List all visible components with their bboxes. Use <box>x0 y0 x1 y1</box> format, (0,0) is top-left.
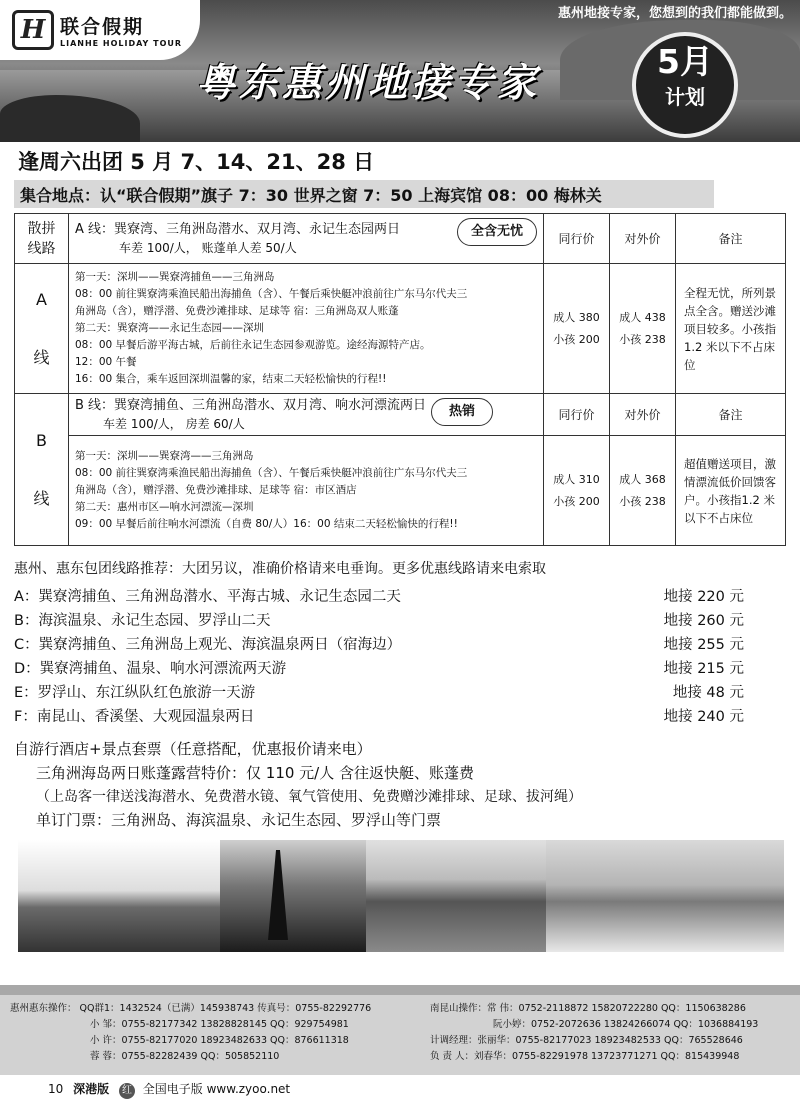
badge-plan: 计划 <box>665 85 705 109</box>
route-b-public-price: 成人 368 小孩 238 <box>610 436 676 546</box>
route-b-itinerary: 第一天：深圳——巽寮湾——三角洲岛 08：00 前往巽寮湾乘渔民船出海捕鱼（含）、午餐后乘快艇冲浪前往广东马尔代夫三 角洲岛（含），赠浮潜、免费沙滩排球、足球等 宿：市区酒店 第二天：惠州市区—响水河漂流—深圳 09：00 早餐后前往响水河漂流（自费 80/人）16：00 结束二天轻松愉快的行程!! <box>69 436 544 546</box>
badge-month: 5月 <box>657 42 713 81</box>
route-a-note: 全程无忧，所列景点全含。赠送沙滩项目较多。小孩指 1.2 米以下不占床位 <box>676 264 786 394</box>
route-b-heading <box>69 394 544 436</box>
contact-line: 负 责 人：刘春华：0755-82291978 13723771271 QQ：815439948 <box>430 1051 740 1062</box>
departure-dates: 逢周六出团 5 月 7、14、21、28 日 <box>18 150 375 174</box>
route-item: A：巽寮湾捕鱼、三角洲岛潜水、平海古城、永记生态园二天 地接 220 元 <box>14 589 744 605</box>
col-peer-price: 同行价 <box>544 214 610 264</box>
route-a-surcharge: 车差 100/人， 账蓬单人差 50/人 <box>119 240 297 255</box>
col-public-price: 对外价 <box>610 214 676 264</box>
route-item: B：海滨温泉、永记生态园、罗浮山二天 地接 260 元 <box>14 613 744 629</box>
website-link[interactable]: 全国电子版 www.zyoo.net <box>142 1082 291 1096</box>
route-item: F：南昆山、香溪堡、大观园温泉两日 地接 240 元 <box>14 709 744 725</box>
route-b-peer-price: 成人 310 小孩 200 <box>544 436 610 546</box>
col-peer-price: 同行价 <box>544 394 610 436</box>
page-footer <box>0 1078 800 1100</box>
route-a-title: A 线：巽寮湾、三角洲岛潜水、双月湾、永记生态园两日 <box>75 221 401 237</box>
coast-photo <box>546 840 784 952</box>
header-banner <box>0 0 800 142</box>
all-inclusive-badge: 全含无忧 <box>457 218 537 246</box>
contact-line: 计调经理：张丽华：0755-82177023 18923482533 QQ：765528646 <box>430 1035 743 1046</box>
contact-line: 南昆山操作：常 伟：0752-2118872 15820722280 QQ：1150638286 <box>430 1003 746 1014</box>
col-public-price: 对外价 <box>610 394 676 436</box>
col-route-header: 散拼 线路 <box>15 214 69 264</box>
col-note: 备注 <box>676 394 786 436</box>
contact-line: 小 邹：0755-82177342 13828828145 QQ：929754981 <box>90 1019 349 1030</box>
pagoda-photo <box>220 840 366 952</box>
contact-line: 小 许：0755-82177020 18923482633 QQ：876611318 <box>90 1035 349 1046</box>
route-a-peer-price: 成人 380 小孩 200 <box>544 264 610 394</box>
contact-line: 蓉 蓉：0755-82282439 QQ：505852110 <box>90 1051 280 1062</box>
contact-line: 阮小婷：0752-2072636 13824266074 QQ：1036884193 <box>493 1019 759 1030</box>
logo-en: LIANHE HOLIDAY TOUR <box>60 39 183 48</box>
page-title: 粤东惠州地接专家 <box>196 61 541 106</box>
beach-rocks-photo <box>18 840 220 952</box>
route-a-heading <box>69 214 544 264</box>
contact-footer <box>0 985 800 1075</box>
route-item: D：巽寮湾捕鱼、温泉、响水河漂流两天游 地接 215 元 <box>14 661 744 677</box>
slogan: 惠州地接专家，您想到的我们都能做到。 <box>557 6 792 21</box>
hot-sale-badge: 热销 <box>431 398 493 426</box>
red-logo-icon: 红 <box>119 1083 135 1099</box>
route-a-itinerary: 第一天：深圳——巽寮湾捕鱼——三角洲岛 08：00 前往巽寮湾乘渔民船出海捕鱼（含）、午餐后乘快艇冲浪前往广东马尔代夫三 角洲岛（含），赠浮潜、免费沙滩排球、足球等 宿：三角洲岛双人账蓬 第二天：巽寮湾——永记生态园——深圳 08：00 早餐后游平海古城，后前往永记生态园参观游览。途经海源特产店。 12：00 午餐 16：00 集合，乘车返回深圳温馨的家，结束二天轻松愉快的行程!! <box>69 264 544 394</box>
route-a-label: A 线 <box>15 264 69 394</box>
page-number: 10 <box>48 1082 64 1096</box>
month-badge <box>632 32 738 138</box>
selfguided-camping: 三角洲海岛两日账蓬露营特价：仅 110 元/人 含往返快艇、账蓬费 <box>36 764 474 782</box>
logo-mark-icon: H <box>12 10 54 50</box>
recommend-title: 惠州、惠东包团线路推荐：大团另议，准确价格请来电垂询。更多优惠线路请来电索取 <box>14 561 546 577</box>
logo-cn: 联合假期 <box>60 16 145 38</box>
route-table <box>14 213 786 546</box>
route-item: C：巽寮湾捕鱼、三角洲岛上观光、海滨温泉两日（宿海边） 地接 255 元 <box>14 637 744 653</box>
route-b-title: B 线：巽寮湾捕鱼、三角洲岛潜水、双月湾、响水河漂流两日 <box>75 397 427 413</box>
edition: 深港版 <box>73 1082 110 1096</box>
selfguided-gifts: （上岛客一律送浅海潜水、免费潜水镜、氧气管使用、免费赠沙滩排球、足球、拔河绳） <box>36 789 582 805</box>
route-a-public-price: 成人 438 小孩 238 <box>610 264 676 394</box>
route-b-surcharge: 车差 100/人， 房差 60/人 <box>103 416 245 431</box>
col-note: 备注 <box>676 214 786 264</box>
route-b-note: 超值赠送项目，激情漂流低价回馈客户。小孩指1.2 米以下不占床位 <box>676 436 786 546</box>
route-b-label: B 线 <box>15 394 69 546</box>
resort-photo <box>366 840 546 952</box>
meeting-point: 集合地点：认“联合假期”旗子 7：30 世界之窗 7：50 上海宾馆 08：00 梅林关 <box>14 180 714 208</box>
contact-line: 惠州惠东操作： QQ群1：1432524（已满）145938743 传真号：0755-82292776 <box>10 1003 372 1014</box>
selfguided-tickets: 单订门票：三角洲岛、海滨温泉、永记生态园、罗浮山等门票 <box>36 811 442 829</box>
selfguided-title: 自游行酒店+景点套票（任意搭配，优惠报价请来电） <box>14 740 372 758</box>
logo[interactable] <box>0 0 200 60</box>
photo-strip <box>18 840 784 952</box>
route-item: E：罗浮山、东江纵队红色旅游一天游 地接 48 元 <box>14 685 744 701</box>
